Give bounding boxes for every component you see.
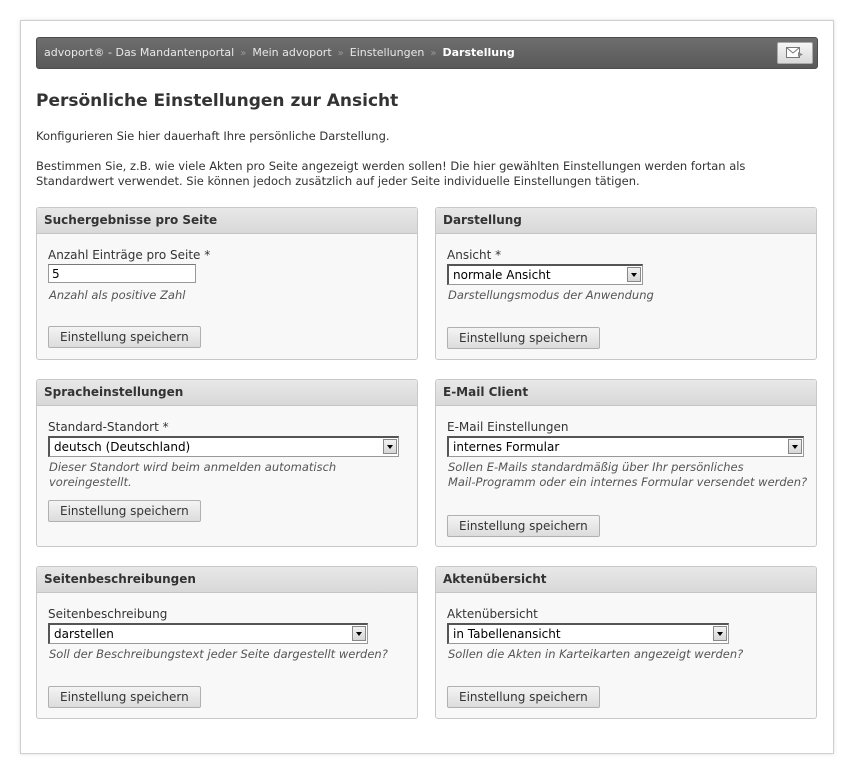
panel-title: Seitenbeschreibungen — [37, 567, 417, 593]
file-overview-select[interactable] — [447, 623, 729, 644]
page-description-label: Seitenbeschreibung — [48, 607, 168, 621]
locale-hint: Dieser Standort wird beim anmelden automatisch voreingestellt. — [49, 460, 337, 489]
file-overview-select-value: in Tabellenansicht — [453, 627, 561, 641]
intro-text: Konfigurieren Sie hier dauerhaft Ihre persönliche Darstellung. — [36, 129, 390, 143]
locale-label: Standard-Standort * — [48, 420, 169, 434]
chevron-down-icon[interactable] — [352, 626, 366, 641]
chevron-down-icon[interactable] — [383, 439, 397, 454]
file-overview-hint: Sollen die Akten in Karteikarten angezeigt werden? — [448, 647, 744, 661]
breadcrumb-item-portal[interactable]: advoport® - Das Mandantenportal — [44, 46, 235, 59]
mail-forward-icon — [786, 47, 804, 59]
panel-title: Aktenübersicht — [436, 567, 816, 593]
panel-title: Spracheinstellungen — [37, 380, 417, 406]
results-per-page-input[interactable]: 5 — [48, 264, 196, 283]
email-hint-line1: Sollen E-Mails standardmäßig über Ihr persönliches — [448, 460, 744, 474]
panel-title: Suchergebnisse pro Seite — [37, 208, 417, 234]
save-page-description-button[interactable]: Einstellung speichern — [48, 686, 201, 708]
results-per-page-label: Anzahl Einträge pro Seite * — [48, 248, 211, 262]
save-display-button[interactable]: Einstellung speichern — [447, 327, 600, 349]
page-description-select-value: darstellen — [54, 627, 114, 641]
panel-title: Darstellung — [436, 208, 816, 234]
save-file-overview-button[interactable]: Einstellung speichern — [447, 686, 600, 708]
description-text: Bestimmen Sie, z.B. wie viele Akten pro Seite angezeigt werden sollen! Die hier gewählten Einstellungen werden fortan als Standardwert verwendet. Sie können jedoch zusätzlich auf jeder Seite individuelle Einstellungen tätigen. — [36, 159, 746, 188]
breadcrumb-separator: » — [430, 48, 437, 59]
save-language-button[interactable]: Einstellung speichern — [48, 500, 201, 522]
chevron-down-icon[interactable] — [713, 626, 727, 641]
breadcrumb-separator: » — [240, 48, 247, 59]
page-description-hint: Soll der Beschreibungstext jeder Seite dargestellt werden? — [49, 647, 388, 661]
email-settings-label: E-Mail Einstellungen — [447, 420, 569, 434]
panel-display — [435, 207, 817, 360]
breadcrumb-item-einstellungen[interactable]: Einstellungen — [349, 46, 425, 59]
view-select[interactable] — [447, 264, 643, 285]
panel-email-client — [435, 379, 817, 547]
breadcrumb — [36, 37, 818, 69]
locale-select[interactable] — [48, 436, 399, 457]
page-description-select[interactable] — [48, 623, 368, 644]
breadcrumb-current: Darstellung — [442, 46, 515, 59]
email-hint-line2: Mail-Programm oder ein internes Formular versendet werden? — [448, 475, 808, 489]
content-frame — [20, 20, 834, 754]
locale-select-value: deutsch (Deutschland) — [54, 440, 191, 454]
view-hint: Darstellungsmodus der Anwendung — [448, 288, 654, 302]
panel-title: E-Mail Client — [436, 380, 816, 406]
breadcrumb-item-mein-advoport[interactable]: Mein advoport — [252, 46, 332, 59]
panel-language — [36, 379, 418, 547]
email-settings-select-value: internes Formular — [453, 440, 560, 454]
chevron-down-icon[interactable] — [788, 439, 802, 454]
results-per-page-hint: Anzahl als positive Zahl — [49, 288, 186, 302]
save-email-button[interactable]: Einstellung speichern — [447, 515, 600, 537]
save-results-button[interactable]: Einstellung speichern — [48, 326, 201, 348]
mail-button[interactable] — [777, 42, 813, 64]
panel-page-descriptions — [36, 566, 418, 719]
chevron-down-icon[interactable] — [627, 267, 641, 282]
panel-results-per-page — [36, 207, 418, 360]
panel-file-overview — [435, 566, 817, 719]
view-label: Ansicht * — [447, 248, 502, 262]
breadcrumb-separator: » — [337, 48, 344, 59]
page-title: Persönliche Einstellungen zur Ansicht — [36, 91, 399, 111]
view-select-value: normale Ansicht — [453, 268, 551, 282]
file-overview-label: Aktenübersicht — [447, 607, 538, 621]
email-settings-select[interactable] — [447, 436, 804, 457]
